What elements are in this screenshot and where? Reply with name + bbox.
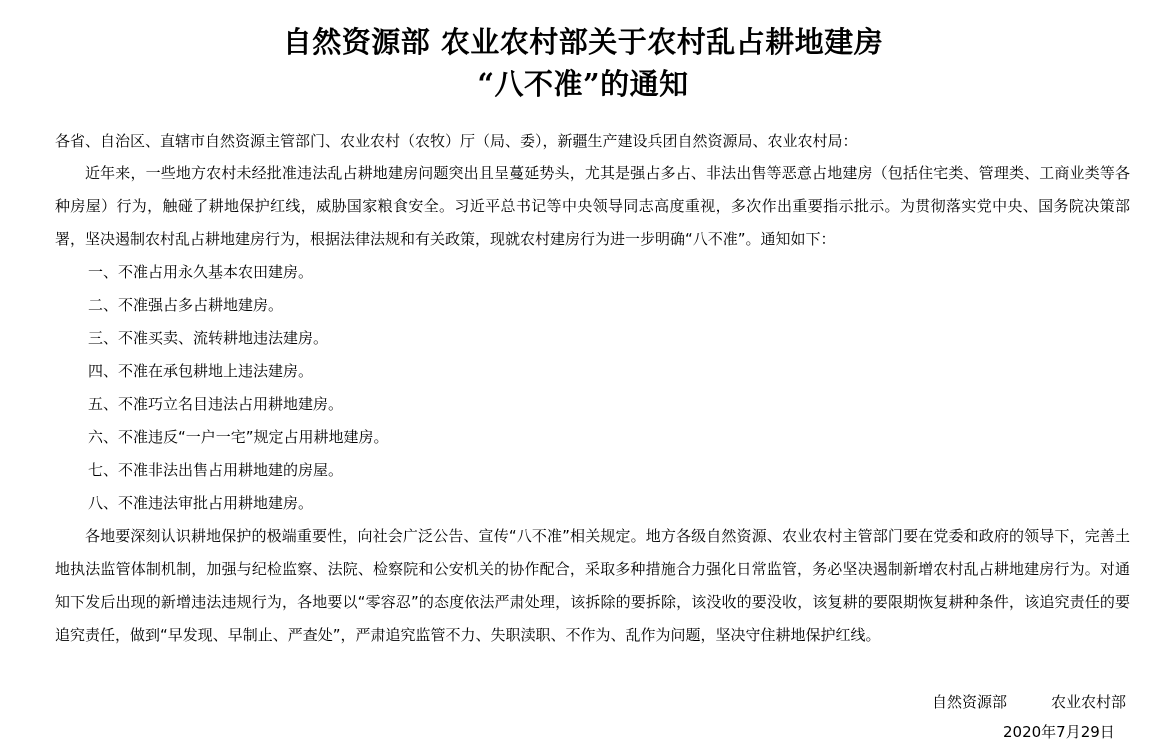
closing-paragraph: 各地要深刻认识耕地保护的极端重要性，向社会广泛公告、宣传“八不准”相关规定。地方各级自然资源、农业农村主管部门要在党委和政府的领导下，完善土地执法监管体制机制，加强与纪检监察、法院、检察院和公安机关的协作配合，采取多种措施合力强化日常监管，务必坚决遏制新增农村乱占耕地建房行为。对通知下发后出现的新增违法违规行为，各地要以“零容忍”的态度依法严肃处理，该拆除的要拆除，该没收的要没收，该复耕的要限期恢复耕种条件，该追究责任的要追究责任，做到“早发现、早制止、严查处”，严肃追究监管不力、失职渎职、不作为、乱作为问题，坚决守住耕地保护红线。 (55, 527, 1130, 644)
document-title-line-1: 自然资源部 农业农村部关于农村乱占耕地建房 (282, 25, 884, 59)
document-date: 2020年7月29日 (1003, 723, 1115, 741)
intro-paragraph: 近年来，一些地方农村未经批准违法乱占耕地建房问题突出且呈蔓延势头，尤其是强占多占、非法出售等恶意占地建房（包括住宅类、管理类、工商业类等各种房屋）行为，触碰了耕地保护红线，威胁国家粮食安全。习近平总书记等中央领导同志高度重视，多次作出重要指示批示。为贯彻落实党中央、国务院决策部署，坚决遏制农村乱占耕地建房行为，根据法律法规和有关政策，现就农村建房行为进一步明确“八不准”。通知如下： (55, 164, 1130, 248)
rule-item-6: 六、不准违反“一户一宅”规定占用耕地建房。 (88, 428, 389, 446)
rule-item-2: 二、不准强占多占耕地建房。 (88, 296, 284, 314)
rule-item-4: 四、不准在承包耕地上违法建房。 (88, 362, 314, 380)
document-title-line-2: “八不准”的通知 (477, 67, 689, 101)
rule-item-8: 八、不准违法审批占用耕地建房。 (88, 494, 314, 512)
rule-item-1: 一、不准占用永久基本农田建房。 (88, 263, 314, 281)
salutation: 各省、自治区、直辖市自然资源主管部门、农业农村（农牧）厅（局、委），新疆生产建设兵团自然资源局、农业农村局： (55, 132, 858, 150)
signatory-ministry-agriculture: 农业农村部 (1051, 693, 1127, 711)
signatory-ministry-natural-resources: 自然资源部 (932, 693, 1008, 711)
rule-item-5: 五、不准巧立名目违法占用耕地建房。 (88, 395, 344, 413)
rule-item-7: 七、不准非法出售占用耕地建的房屋。 (88, 461, 344, 479)
rule-item-3: 三、不准买卖、流转耕地违法建房。 (88, 329, 329, 347)
